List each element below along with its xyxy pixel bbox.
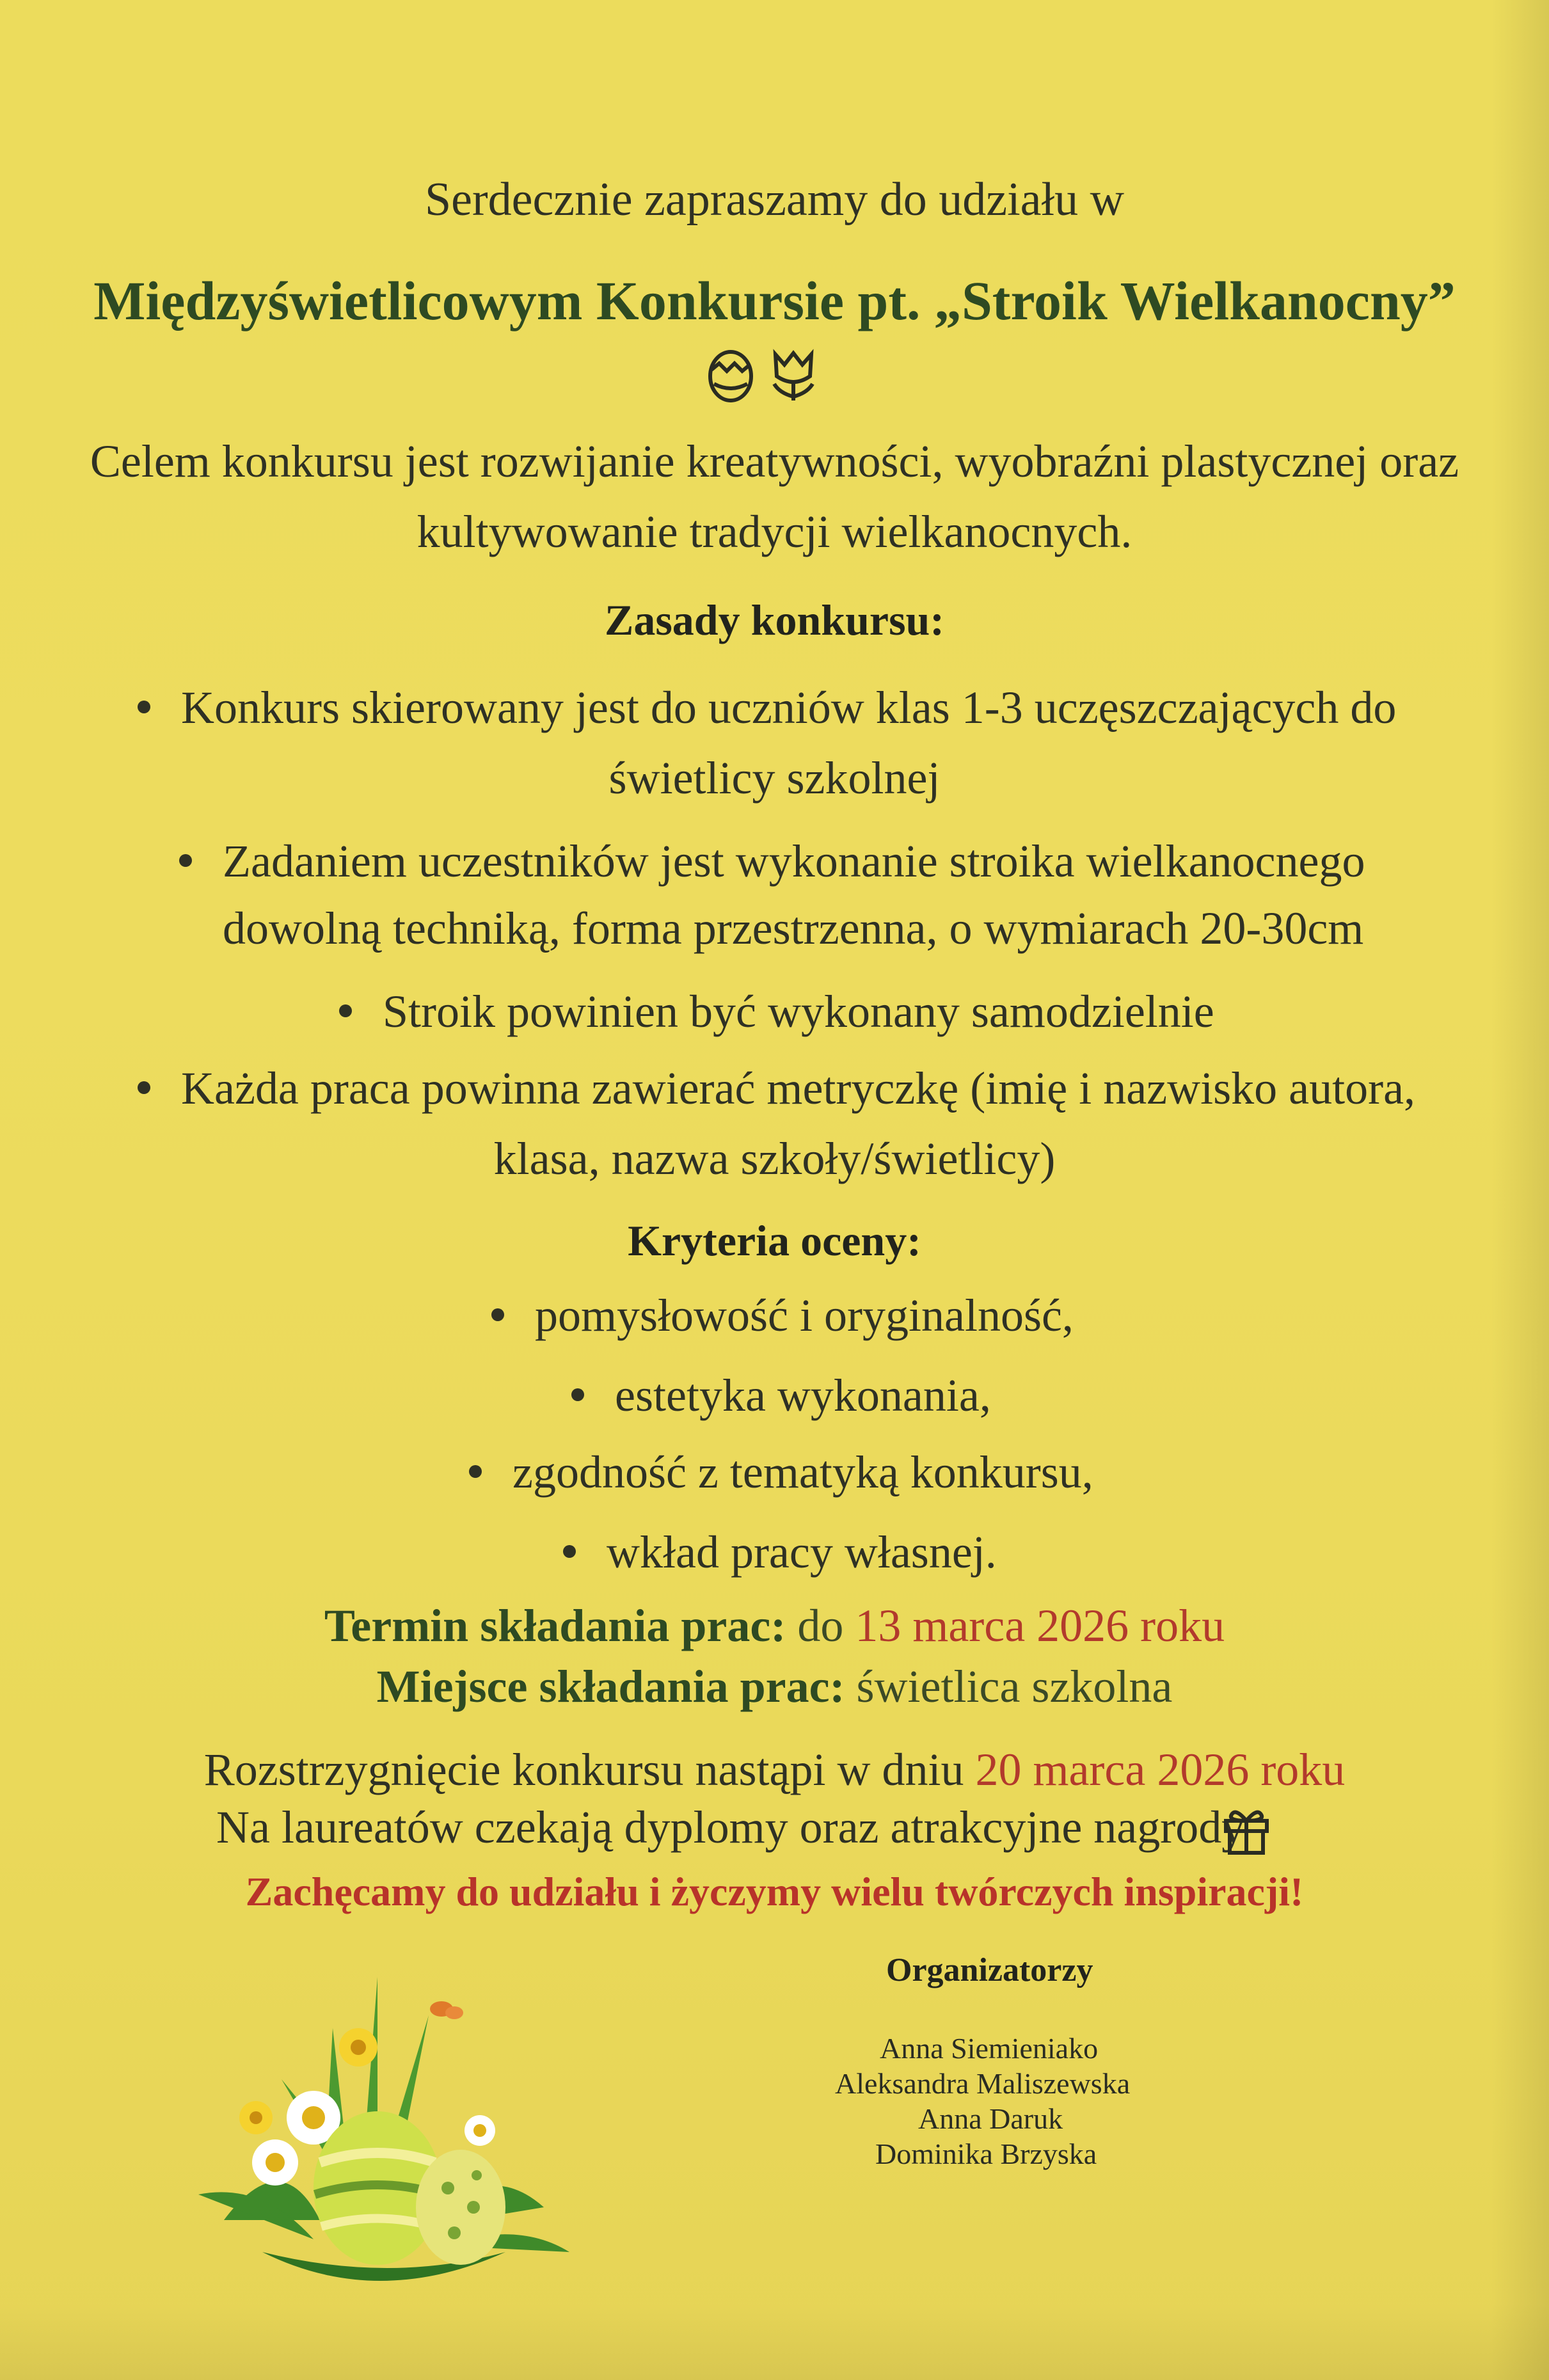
organizer-name: Anna Siemieniako bbox=[880, 2032, 1099, 2065]
paper-shadow-right bbox=[1491, 0, 1549, 2380]
criteria-text: pomysłowość i oryginalność, bbox=[535, 1290, 1074, 1341]
easter-egg-icon bbox=[710, 352, 751, 401]
purpose-line-2: kultywowanie tradycji wielkanocnych. bbox=[417, 506, 1132, 557]
criteria-text: estetyka wykonania, bbox=[615, 1370, 991, 1421]
bullet-dot bbox=[469, 1465, 482, 1478]
criteria-item bbox=[563, 1526, 997, 1579]
results-date: 20 marca 2026 roku bbox=[975, 1744, 1346, 1795]
contest-title: Międzyświetlicowym Konkursie pt. „Stroik Wielkanocny” bbox=[93, 270, 1456, 331]
rule-item bbox=[339, 985, 1214, 1038]
rule-text: Konkurs skierowany jest do uczniów klas 1-3 uczęszczających do bbox=[181, 682, 1397, 733]
bullet-dot bbox=[138, 701, 150, 713]
bullet-dot bbox=[179, 854, 192, 867]
butterfly bbox=[430, 2001, 463, 2019]
criteria-item bbox=[491, 1289, 1074, 1342]
bullet-dot bbox=[563, 1545, 576, 1558]
intro-line: Serdecznie zapraszamy do udziału w bbox=[424, 173, 1125, 226]
easter-egg bbox=[416, 2150, 505, 2265]
criteria-item bbox=[571, 1369, 991, 1422]
deadline-prefix: do bbox=[797, 1600, 844, 1651]
deadline-line bbox=[0, 1599, 1549, 1653]
deadline-label: Termin składania prac: bbox=[324, 1600, 786, 1651]
place-value: świetlica szkolna bbox=[856, 1661, 1173, 1712]
results-text: Rozstrzygnięcie konkursu nastąpi w dniu bbox=[203, 1744, 964, 1795]
rule-text: Zadaniem uczestników jest wykonanie stroika wielkanocnego bbox=[223, 836, 1365, 887]
title-icons bbox=[704, 345, 819, 403]
bullet-dot bbox=[571, 1388, 584, 1401]
rule-item bbox=[138, 681, 1396, 734]
criteria-item bbox=[469, 1446, 1093, 1499]
purpose-line-1: Celem konkursu jest rozwijanie kreatywności, wyobraźni plastycznej oraz bbox=[90, 436, 1459, 487]
criteria-text: wkład pracy własnej. bbox=[607, 1527, 997, 1578]
closing-message: Zachęcamy do udziału i życzymy wielu twórczych inspiracji! bbox=[245, 1869, 1304, 1914]
organizer-name: Aleksandra Maliszewska bbox=[835, 2067, 1131, 2100]
organizers-heading: Organizatorzy bbox=[886, 1952, 1093, 1988]
rule-item bbox=[179, 835, 1365, 888]
rules-heading: Zasady konkursu: bbox=[604, 596, 945, 644]
easter-eggs-daisies-clipart bbox=[186, 1951, 582, 2310]
rule-text: Stroik powinien być wykonany samodzielnie bbox=[383, 986, 1214, 1037]
place-label: Miejsce składania prac: bbox=[376, 1661, 845, 1712]
place-line bbox=[0, 1660, 1549, 1713]
results-line bbox=[0, 1743, 1549, 1797]
organizer-name: Anna Daruk bbox=[918, 2102, 1063, 2135]
rule-continuation: świetlicy szkolnej bbox=[608, 752, 941, 804]
rule-item bbox=[138, 1062, 1415, 1115]
rule-continuation: dowolną techniką, forma przestrzenna, o wymiarach 20-30cm bbox=[223, 903, 1364, 954]
deadline-date: 13 marca 2026 roku bbox=[855, 1600, 1225, 1651]
organizer-name: Dominika Brzyska bbox=[875, 2138, 1097, 2170]
bullet-dot bbox=[339, 1004, 352, 1017]
rule-text: Każda praca powinna zawierać metryczkę (imię i nazwisko autora, bbox=[181, 1063, 1416, 1114]
rule-continuation: klasa, nazwa szkoły/świetlicy) bbox=[493, 1133, 1056, 1184]
bullet-dot bbox=[138, 1081, 150, 1094]
criteria-heading: Kryteria oceny: bbox=[628, 1216, 921, 1265]
gift-icon bbox=[1221, 1804, 1272, 1855]
bullet-dot bbox=[491, 1308, 504, 1321]
prizes-text: Na laureatów czekają dyplomy oraz atrakcyjne nagrody bbox=[216, 1802, 1245, 1853]
criteria-text: zgodność z tematyką konkursu, bbox=[512, 1447, 1093, 1498]
tulip-icon bbox=[774, 353, 813, 401]
paper-shadow-bottom bbox=[0, 2303, 1549, 2380]
